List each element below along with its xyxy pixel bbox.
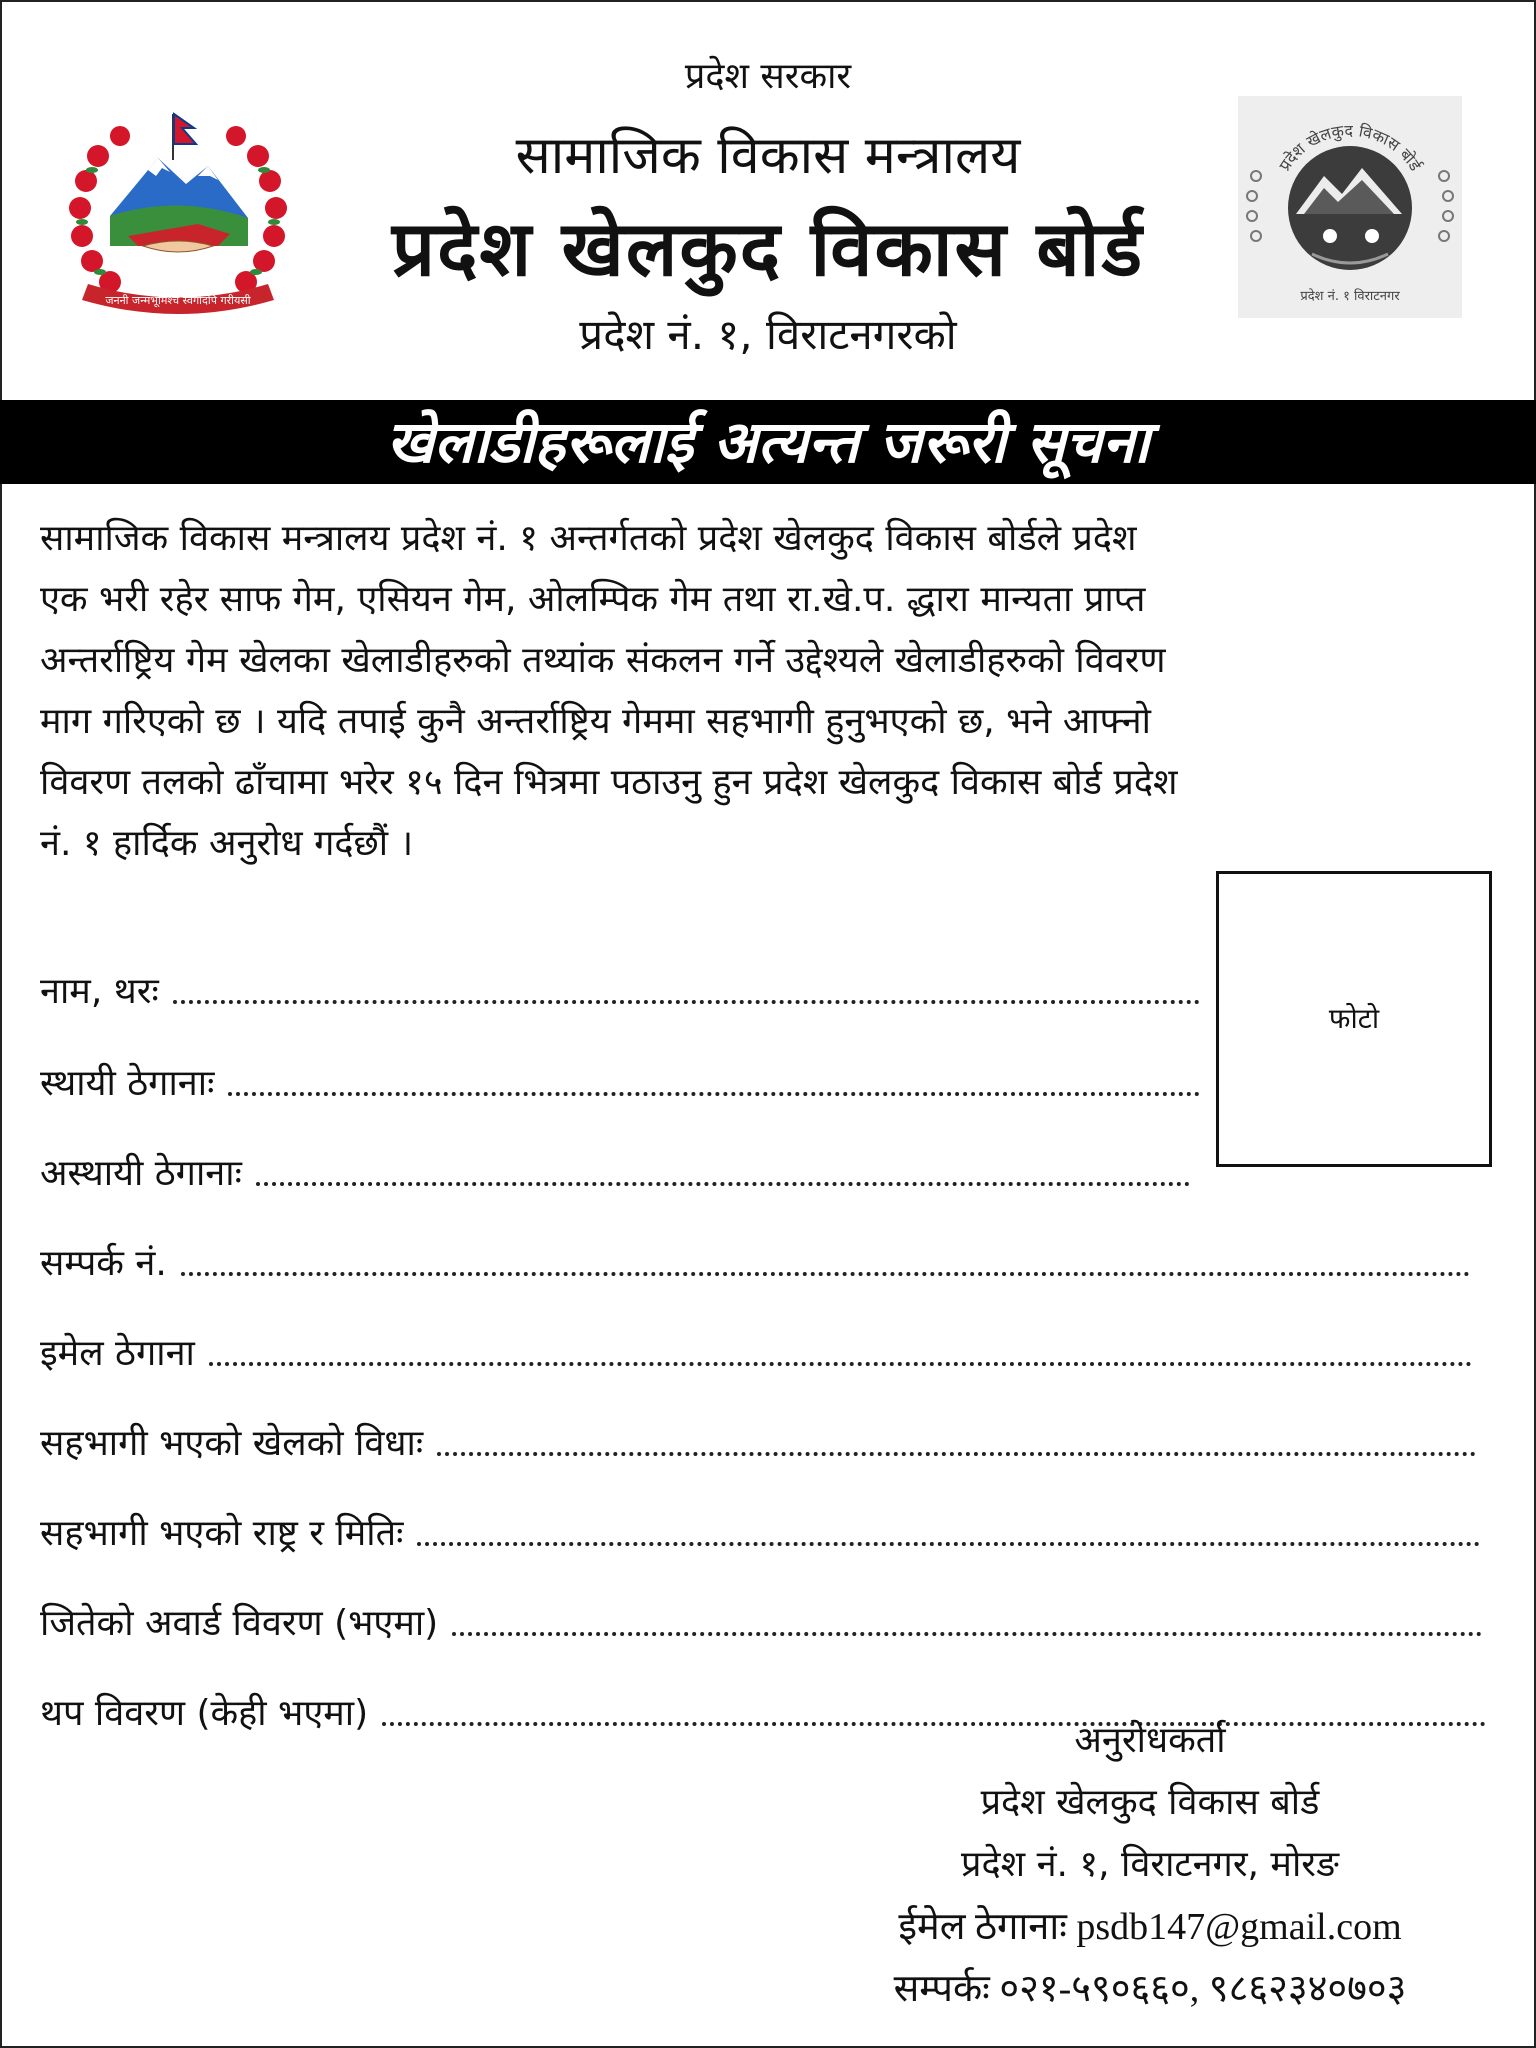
- notice-line: माग गरिएको छ । यदि तपाई कुनै अन्तर्राष्ट्रिय गेममा सहभागी हुनुभएको छ, भने आफ्नो: [40, 701, 1151, 742]
- requester-phone: सम्पर्कः ०२१-५९०६६०, ९८६२३४०७०३: [893, 1968, 1407, 2010]
- fill-line[interactable]: [173, 1000, 1200, 1004]
- notice-line: सामाजिक विकास मन्त्रालय प्रदेश नं. १ अन्तर्गतको प्रदेश खेलकुद विकास बोर्डले प्रदेश: [40, 518, 1137, 559]
- svg-text:जननी जन्मभूमिश्च स्वर्गादपि गर: जननी जन्मभूमिश्च स्वर्गादपि गरीयसी: [105, 294, 251, 307]
- ministry-name: सामाजिक विकास मन्त्रालय: [515, 126, 1021, 186]
- field-award[interactable]: [40, 1586, 1482, 1646]
- requester-title: अनुरोधकर्ता: [1074, 1720, 1226, 1761]
- field-label: जितेको अवार्ड विवरण (भएमा): [40, 1603, 439, 1644]
- photo-label: फोटो: [1328, 1002, 1380, 1035]
- fill-line[interactable]: [228, 1092, 1200, 1096]
- svg-text:प्रदेश खेलकुद विकास बोर्ड: प्रदेश खेलकुद विकास बोर्ड: [1274, 120, 1426, 175]
- field-permanent-address[interactable]: [40, 1046, 1200, 1106]
- fill-line[interactable]: [209, 1362, 1472, 1366]
- field-label: इमेल ठेगाना: [40, 1333, 195, 1374]
- fill-line[interactable]: [437, 1452, 1476, 1456]
- fill-line[interactable]: [417, 1542, 1480, 1546]
- field-label: सम्पर्क नं.: [40, 1243, 167, 1284]
- notice-line: एक भरी रहेर साफ गेम, एसियन गेम, ओलम्पिक गेम तथा रा.खे.प. द्धारा मान्यता प्राप्त: [40, 579, 1146, 620]
- field-name[interactable]: [40, 954, 1200, 1014]
- field-label: सहभागी भएको राष्ट्र र मितिः: [40, 1513, 404, 1554]
- board-name: प्रदेश खेलकुद विकास बोर्ड: [391, 204, 1145, 293]
- field-label: सहभागी भएको खेलको विधाः: [40, 1423, 424, 1464]
- government-label: प्रदेश सरकार: [684, 56, 852, 97]
- photo-box[interactable]: [1216, 871, 1492, 1167]
- field-label: नाम, थरः: [40, 971, 159, 1012]
- field-contact-number[interactable]: [40, 1226, 1470, 1286]
- notice-banner: खेलाडीहरूलाई अत्यन्त जरूरी सूचना: [0, 400, 1536, 484]
- sports-board-logo: [1238, 96, 1462, 318]
- fill-line[interactable]: [452, 1632, 1482, 1636]
- notice-line: नं. १ हार्दिक अनुरोध गर्दछौं ।: [40, 823, 414, 864]
- notice-line: विवरण तलको ढाँचामा भरेर १५ दिन भित्रमा पठाउनु हुन प्रदेश खेलकुद विकास बोर्ड प्रदेश: [40, 762, 1178, 803]
- field-label: अस्थायी ठेगानाः: [40, 1153, 242, 1194]
- requester-block: [820, 1710, 1480, 2020]
- field-country-date[interactable]: [40, 1496, 1480, 1556]
- requester-email: ईमेल ठेगानाः psdb147@gmail.com: [898, 1906, 1402, 1948]
- province-location: प्रदेश नं. १, विराटनगरको: [579, 310, 957, 359]
- requester-org: प्रदेश खेलकुद विकास बोर्ड: [980, 1782, 1320, 1823]
- svg-text:प्रदेश नं. १ विराटनगर: प्रदेश नं. १ विराटनगर: [1300, 289, 1400, 304]
- field-email[interactable]: [40, 1316, 1472, 1376]
- field-sport[interactable]: [40, 1406, 1476, 1466]
- requester-address: प्रदेश नं. १, विराटनगर, मोरङ: [961, 1844, 1339, 1885]
- notice-line: अन्तर्राष्ट्रिय गेम खेलका खेलाडीहरुको तथ्यांक संकलन गर्ने उद्देश्यले खेलाडीहरुको विवरण: [40, 640, 1166, 681]
- field-label: थप विवरण (केही भएमा): [40, 1693, 369, 1734]
- fill-line[interactable]: [256, 1182, 1190, 1186]
- fill-line[interactable]: [181, 1272, 1470, 1276]
- header: [0, 0, 1536, 400]
- notice-paragraph: [40, 508, 1496, 874]
- field-temporary-address[interactable]: [40, 1136, 1190, 1196]
- field-label: स्थायी ठेगानाः: [40, 1063, 215, 1104]
